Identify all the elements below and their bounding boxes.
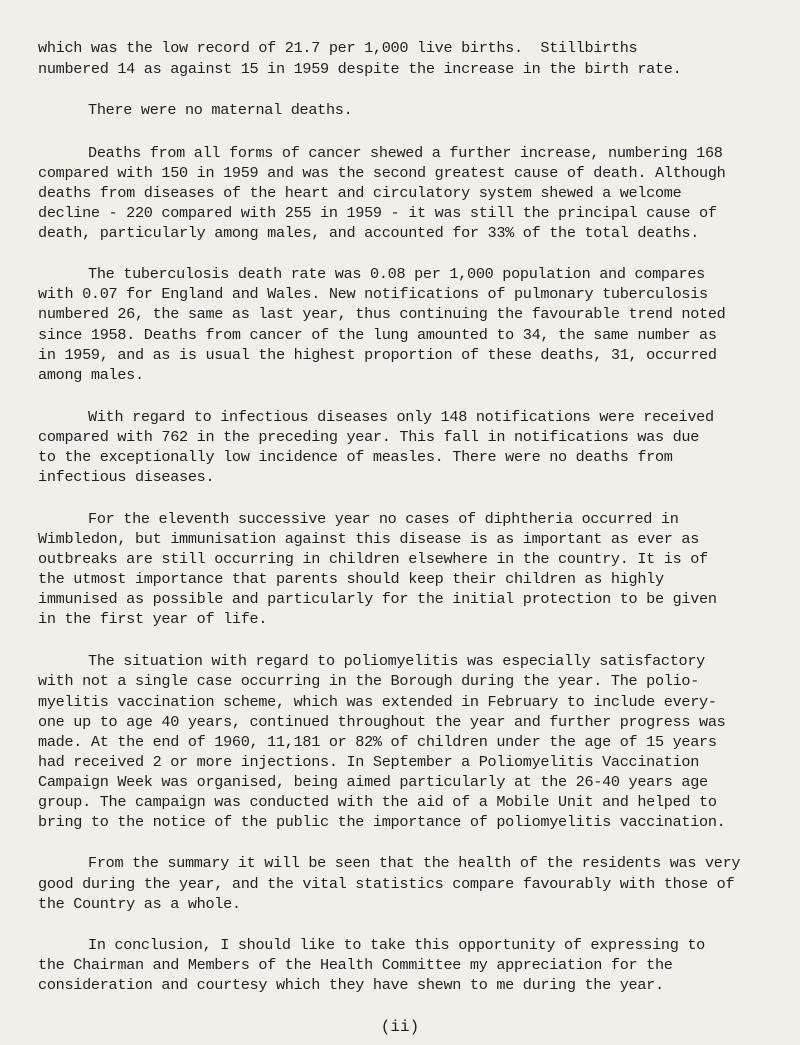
text-line: For the eleventh successive year no cases of diphtheria occurred in (88, 510, 679, 528)
text-line: Wimbledon, but immunisation against this disease is as important as ever as (38, 530, 700, 548)
text-line: among males. (38, 366, 144, 384)
text-line: the utmost importance that parents should keep their children as highly (38, 570, 664, 588)
text-line: with 0.07 for England and Wales. New notifications of pulmonary tuberculosis (38, 285, 708, 303)
text-line: infectious diseases. (38, 468, 215, 486)
text-line: the Chairman and Members of the Health Committee my appreciation for the (38, 956, 673, 974)
text-line: group. The campaign was conducted with the aid of a Mobile Unit and helped to (38, 793, 717, 811)
text-line: The situation with regard to poliomyelitis was especially satisfactory (88, 652, 705, 670)
text-line: one up to age 40 years, continued throughout the year and further progress was (38, 713, 726, 731)
text-line: in the first year of life. (38, 610, 268, 628)
text-line: in 1959, and as is usual the highest proportion of these deaths, 31, occurred (38, 346, 717, 364)
text-line: There were no maternal deaths. (88, 101, 353, 119)
text-line: consideration and courtesy which they have shewn to me during the year. (38, 976, 664, 994)
text-line: death, particularly among males, and accounted for 33% of the total deaths. (38, 224, 700, 242)
text-line: From the summary it will be seen that the health of the residents was very (88, 854, 741, 872)
text-line: compared with 150 in 1959 and was the second greatest cause of death. Although (38, 164, 726, 182)
text-line: compared with 762 in the preceding year. This fall in notifications was due (38, 428, 700, 446)
text-line: decline - 220 compared with 255 in 1959 - it was still the principal cause of (38, 204, 717, 222)
text-line: good during the year, and the vital statistics compare favourably with those of (38, 875, 735, 893)
text-line: deaths from diseases of the heart and circulatory system shewed a welcome (38, 184, 682, 202)
text-line: the Country as a whole. (38, 895, 241, 913)
text-line: since 1958. Deaths from cancer of the lung amounted to 34, the same number as (38, 326, 717, 344)
text-line: Deaths from all forms of cancer shewed a further increase, numbering 168 (88, 144, 723, 162)
text-line: numbered 14 as against 15 in 1959 despite the increase in the birth rate. (38, 60, 682, 78)
text-line: Campaign Week was organised, being aimed particularly at the 26-40 years age (38, 773, 708, 791)
text-line: In conclusion, I should like to take this opportunity of expressing to (88, 936, 705, 954)
text-line: made. At the end of 1960, 11,181 or 82% of children under the age of 15 years (38, 733, 717, 751)
text-line: immunised as possible and particularly for the initial protection to be given (38, 590, 717, 608)
text-line: bring to the notice of the public the importance of poliomyelitis vaccination. (38, 813, 726, 831)
text-line: numbered 26, the same as last year, thus continuing the favourable trend noted (38, 305, 726, 323)
text-line: outbreaks are still occurring in children elsewhere in the country. It is of (38, 550, 708, 568)
text-line: myelitis vaccination scheme, which was extended in February to include every- (38, 693, 717, 711)
text-line: to the exceptionally low incidence of measles. There were no deaths from (38, 448, 673, 466)
text-line: with not a single case occurring in the Borough during the year. The polio- (38, 672, 700, 690)
text-line: which was the low record of 21.7 per 1,000 live births. Stillbirths (38, 39, 638, 57)
text-line: The tuberculosis death rate was 0.08 per 1,000 population and compares (88, 265, 705, 283)
page-number: (ii) (380, 1018, 420, 1036)
text-line: With regard to infectious diseases only 148 notifications were received (88, 408, 714, 426)
text-line: had received 2 or more injections. In September a Poliomyelitis Vaccination (38, 753, 700, 771)
